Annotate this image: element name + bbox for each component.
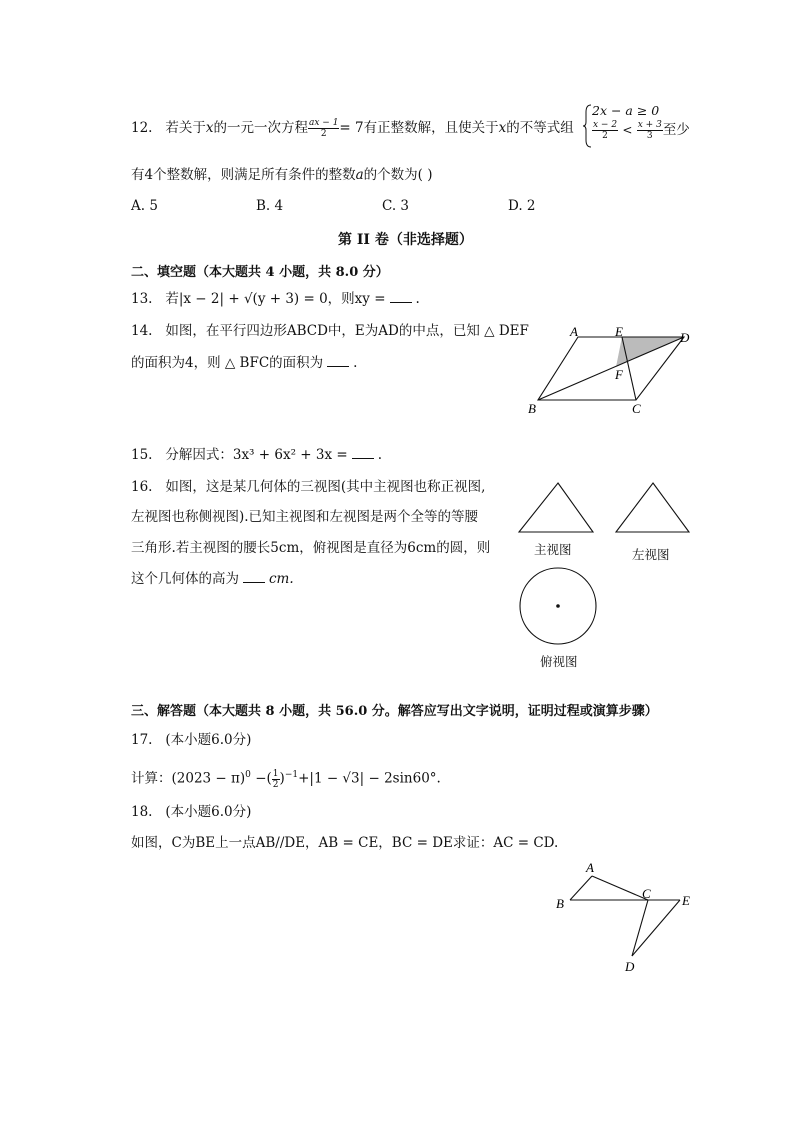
segment-bd [538,337,684,400]
q17-expression: 计算：$(2023 - \pi)^0$ −( $\frac{1}{2}$ )$^{-1}$+|1 − √3| − 2sin60°. [131,768,441,790]
q12-system-line1: 2x − a ≥ 0 [592,103,660,118]
q13-number: 13. [131,291,153,307]
segment-ab [570,876,592,900]
q18-text: 如图，C为BE上一点AB//DE，AB = CE，BC = DE求证：AC = CD. [131,835,559,851]
segment-de [632,900,680,956]
q16-number: 16. [131,479,153,495]
label-c: C [642,886,651,901]
q16-line2: 左视图也称侧视图).已知主视图和左视图是两个全等的等腰 [131,509,479,525]
q12-line2: 有4个整数解，则满足所有条件的整数a的个数为( ) [131,167,433,183]
front-view-label: 主视图 [534,542,572,557]
label-e: E [682,893,690,908]
q13-text: 若|x − 2| + √(y + 3) = 0，则xy = [165,291,386,307]
top-view-center-dot [556,604,560,608]
segment-ac [592,876,648,900]
segment-cd [632,900,648,956]
q12-line1: 12. 若关于x的一元一次方程 $\frac{ax - 1}{2}$ = 7有正整数解，且使关于x的不等式组 [131,118,574,139]
q14-answer-blank[interactable] [327,354,349,367]
q16-three-views-figure [514,480,694,670]
label-e: E [615,324,623,339]
q12-option-c[interactable]: C. 3 [382,198,410,214]
q12-option-a[interactable]: A. 5 [131,198,158,214]
q15: 15. 分解因式：3x³ + 6x² + 3x = . [131,447,382,463]
q16-line1: 16. 如图，这是某几何体的三视图(其中主视图也称正视图, [131,479,486,495]
q14-line1: 14. 如图，在平行四边形ABCD中，E为AD的中点，已知 △ DEF [131,323,529,339]
q17-heading: 17. (本小题6.0分) [131,732,252,748]
q12-option-d[interactable]: D. 2 [508,198,536,214]
q13: 13. 若|x − 2| + √(y + 3) = 0，则xy = . [131,291,420,307]
section3-header: 三、解答题（本大题共 8 小题，共 56.0 分。解答应写出文字说明，证明过程或演算步骤） [131,704,658,719]
q12-system-line2: $\frac{x - 2}{2}$ < $\frac{x + 3}{3}$ 至少 [593,120,690,141]
q15-number: 15. [131,447,153,463]
label-c: C [632,401,641,416]
q18-number: 18. [131,804,153,820]
q13-answer-blank[interactable] [390,290,412,303]
q16-answer-blank[interactable] [243,570,265,583]
q14-number: 14. [131,323,153,339]
label-d: D [680,330,690,345]
q16-line3: 三角形.若主视图的腰长5cm，俯视图是直径为6cm的圆，则 [131,540,491,556]
q12-number: 12. [131,120,153,136]
q18-heading: 18. (本小题6.0分) [131,804,252,820]
q18-figure [552,858,702,978]
label-b: B [556,896,564,911]
q15-answer-blank[interactable] [352,446,374,459]
label-f: F [615,367,623,382]
section2-header: 二、填空题（本大题共 4 小题，共 8.0 分） [131,265,389,280]
top-view-label: 俯视图 [540,654,578,669]
q12-fraction-1: $\frac{ax - 1}{2}$ [308,118,339,139]
q12-option-b[interactable]: B. 4 [256,198,284,214]
left-view-label: 左视图 [632,547,670,562]
q14-line2: 的面积为4，则 △ BFC的面积为 . [131,355,358,371]
section2-title: 第 II 卷（非选择题） [338,232,473,248]
left-view-triangle [616,483,689,532]
label-b: B [528,401,536,416]
q16-line4: 这个几何体的高为 cm. [131,571,294,587]
q17-number: 17. [131,732,153,748]
label-a: A [586,860,594,875]
q14-parallelogram-figure [522,322,722,422]
label-a: A [570,324,578,339]
front-view-triangle [519,483,593,532]
label-d: D [625,959,635,974]
